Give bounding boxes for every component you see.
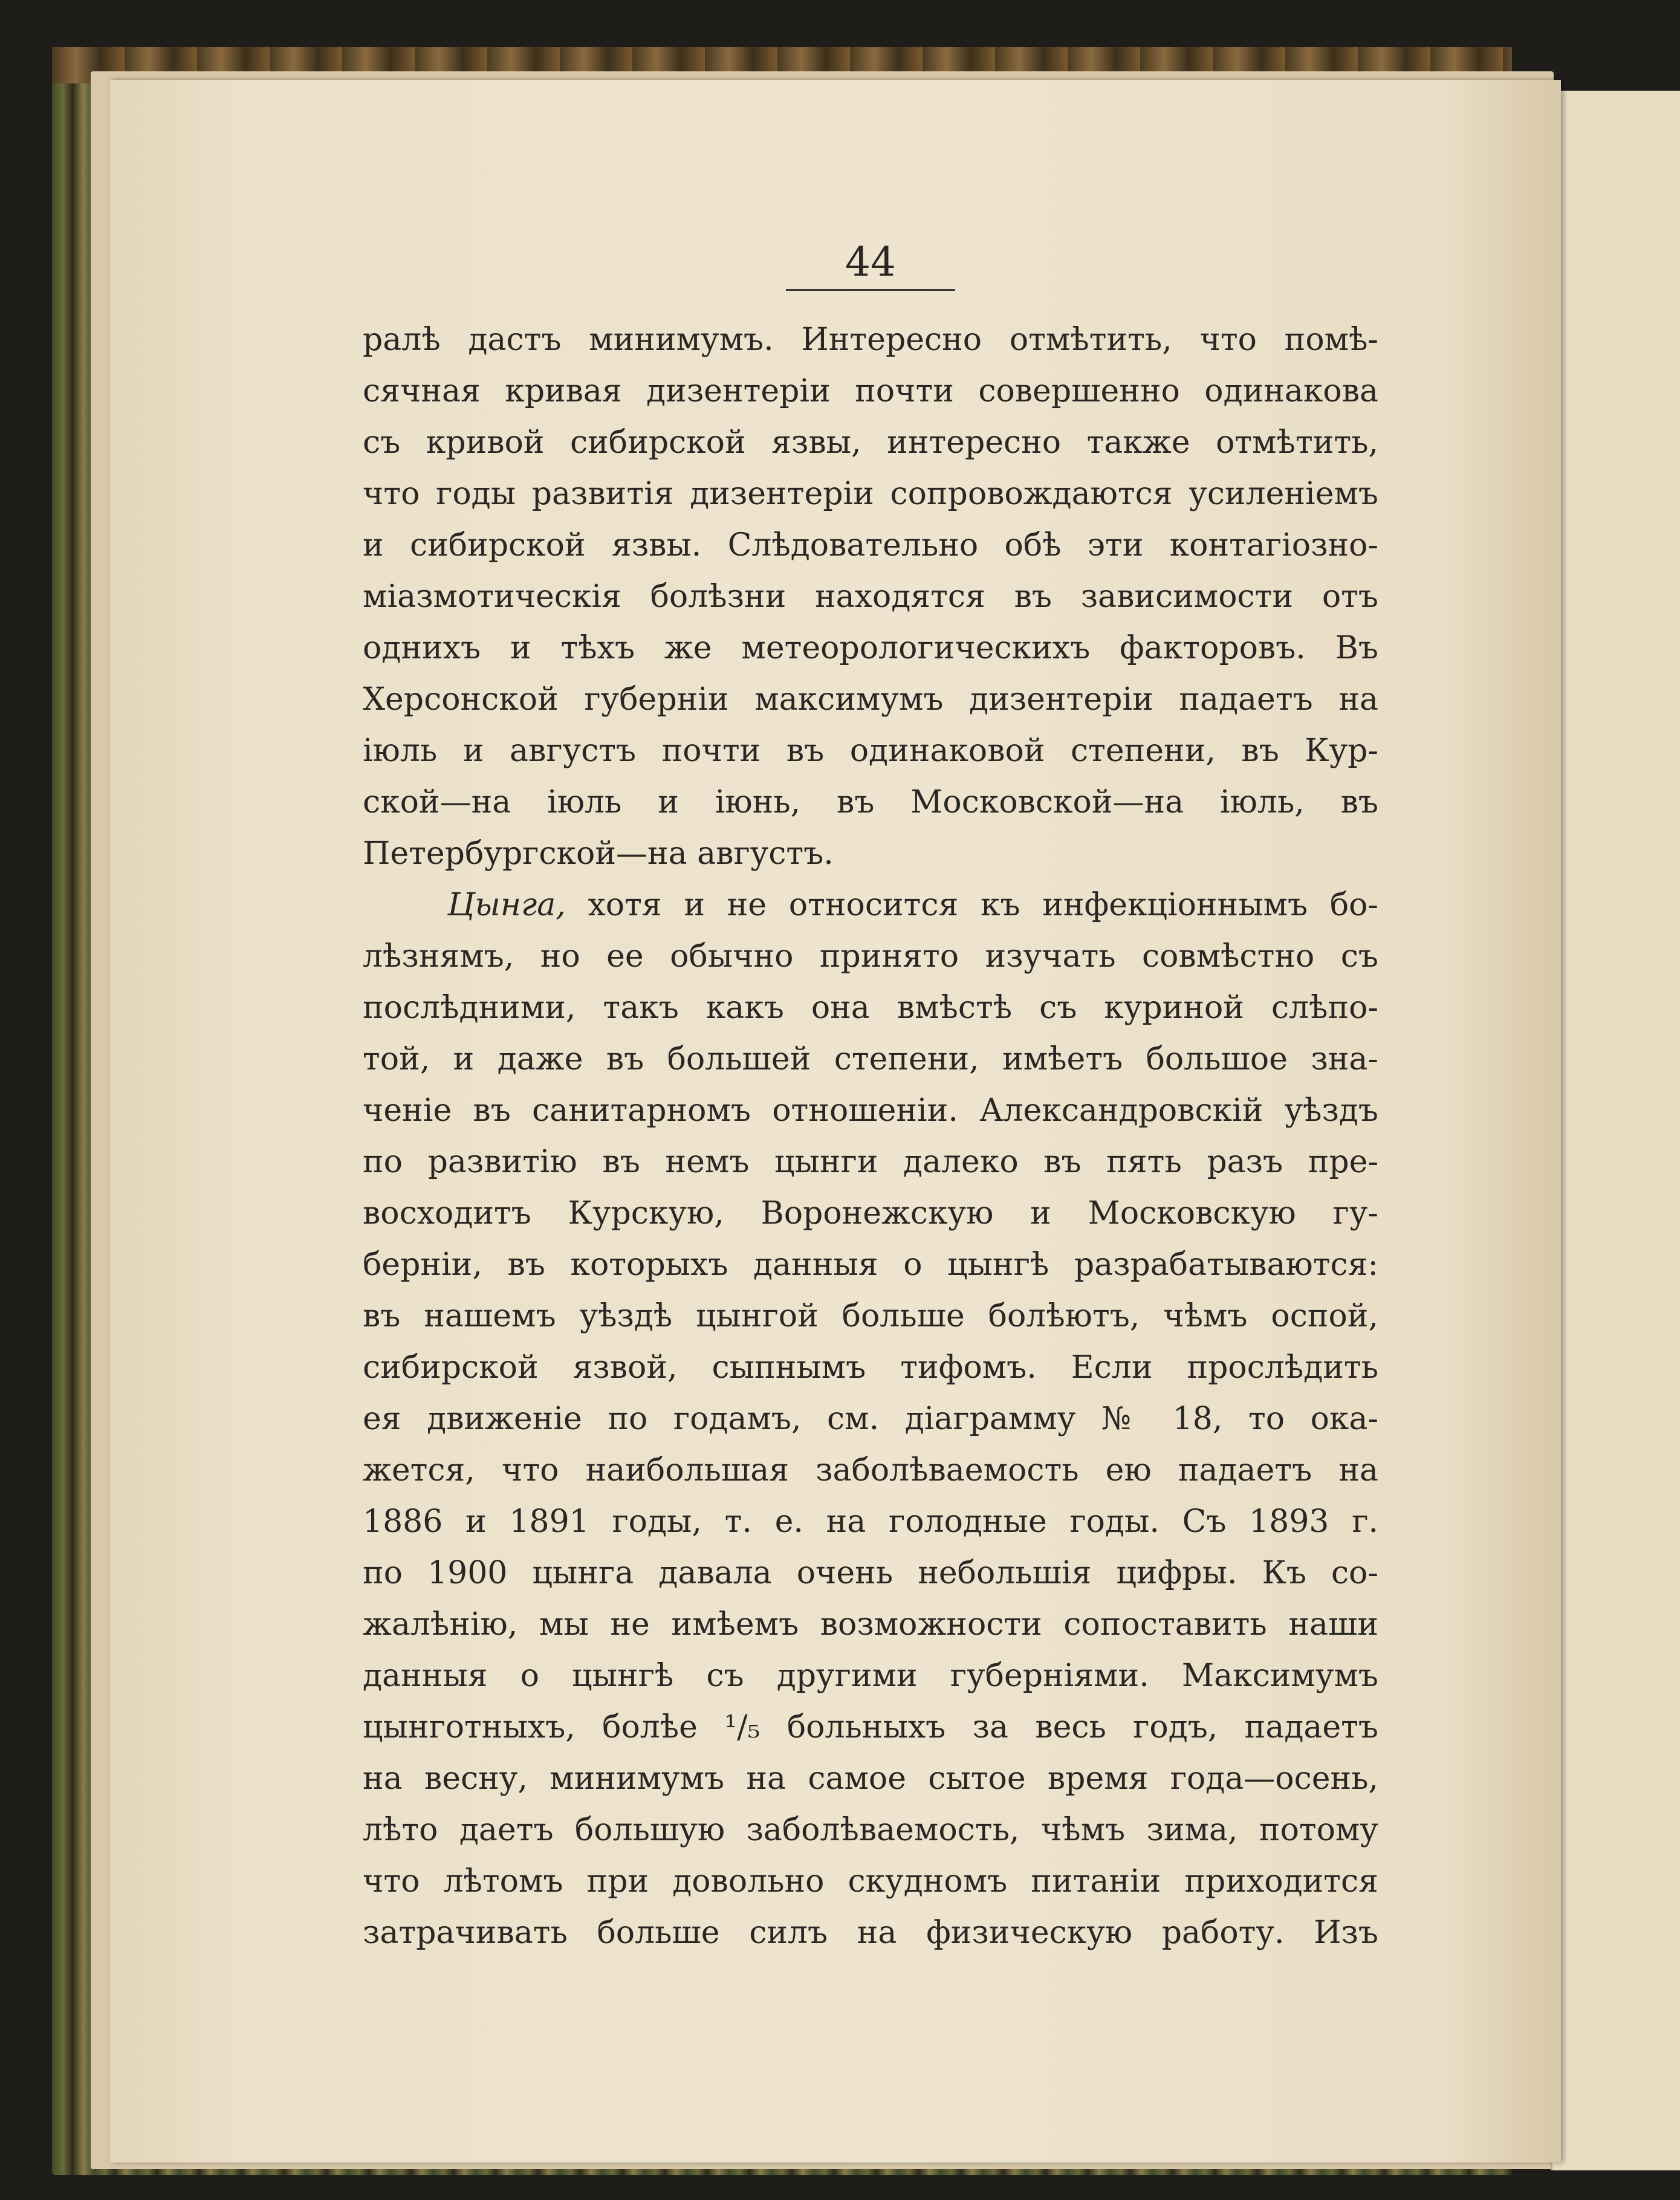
text-line: восходитъ Курскую, Воронежскую и Московскую гу- [363,1195,1378,1231]
page-number-rule [786,289,955,291]
text-line: ской—на iюль и iюнь, въ Московской—на iюль, въ [363,784,1378,820]
text-line: ралѣ дастъ минимумъ. Интересно отмѣтить, что помѣ- [363,322,1378,358]
text-line: съ кривой сибирской язвы, интересно также отмѣтить, [363,424,1378,461]
text-line: однихъ и тѣхъ же метеорологическихъ факторовъ. Въ [363,630,1378,666]
text-line: лѣто даетъ большую заболѣваемость, чѣмъ зима, потому [363,1812,1378,1848]
paragraph-first-line [363,880,1378,931]
text-line: хотя и не относится къ инфекцiоннымъ бо- [565,887,1378,923]
text-line: что годы развитiя дизентерiи сопровождаются усиленiемъ [363,476,1378,512]
text-line: на весну, минимумъ на самое сытое время года—осень, [363,1760,1378,1797]
text-line: въ нашемъ уѣздѣ цынгой больше болѣютъ, чѣмъ оспой, [363,1298,1378,1334]
text-line: ченiе въ санитарномъ отношенiи. Александровскiй уѣздъ [363,1092,1378,1129]
body-text [363,314,1378,1959]
text-line: по 1900 цынга давала очень небольшiя цифры. Къ со- [363,1555,1378,1591]
facing-page [1551,91,1680,2170]
text-line: цынготныхъ, болѣе ¹/₅ больныхъ за весь годъ, падаетъ [363,1709,1378,1745]
text-line: iюль и августъ почти въ одинаковой степени, въ Кур- [363,733,1378,769]
text-line: жется, что наибольшая заболѣваемость ею падаетъ на [363,1452,1378,1488]
text-line: сибирской язвой, сыпнымъ тифомъ. Если прослѣдить [363,1349,1378,1386]
text-line: затрачивать больше силъ на физическую работу. Изъ [363,1915,1378,1951]
text-line: послѣдними, такъ какъ она вмѣстѣ съ куриной слѣпо- [363,990,1378,1026]
text-line: Херсонской губернiи максимумъ дизентерiи падаетъ на [363,681,1378,718]
text-line: 1886 и 1891 годы, т. е. на голодные годы. Съ 1893 г. [363,1504,1378,1540]
text-line: что лѣтомъ при довольно скудномъ питанiи приходится [363,1863,1378,1900]
page-number: 44 [845,239,896,285]
emphasis-word: Цынга, [447,887,566,923]
text-line: мiазмотическiя болѣзни находятся въ зависимости отъ [363,579,1378,615]
text-line: и сибирской язвы. Слѣдовательно обѣ эти контагiозно- [363,527,1378,563]
text-line: жалѣнiю, мы не имѣемъ возможности сопоставить наши [363,1606,1378,1643]
text-line: по развитiю въ немъ цынги далеко въ пять разъ пре- [363,1144,1378,1180]
text-line: бернiи, въ которыхъ данныя о цынгѣ разрабатываются: [363,1247,1378,1283]
text-line: Петербургской—на августъ. [363,836,834,872]
text-line: ея движенiе по годамъ, см. дiаграмму № 18, то ока- [363,1401,1378,1437]
text-line: сячная кривая дизентерiи почти совершенно одинакова [363,373,1378,409]
text-line: лѣзнямъ, но ее обычно принято изучать совмѣстно съ [363,938,1378,975]
text-line: той, и даже въ большей степени, имѣетъ большое зна- [363,1041,1378,1077]
text-line: данныя о цынгѣ съ другими губернiями. Максимумъ [363,1658,1378,1694]
